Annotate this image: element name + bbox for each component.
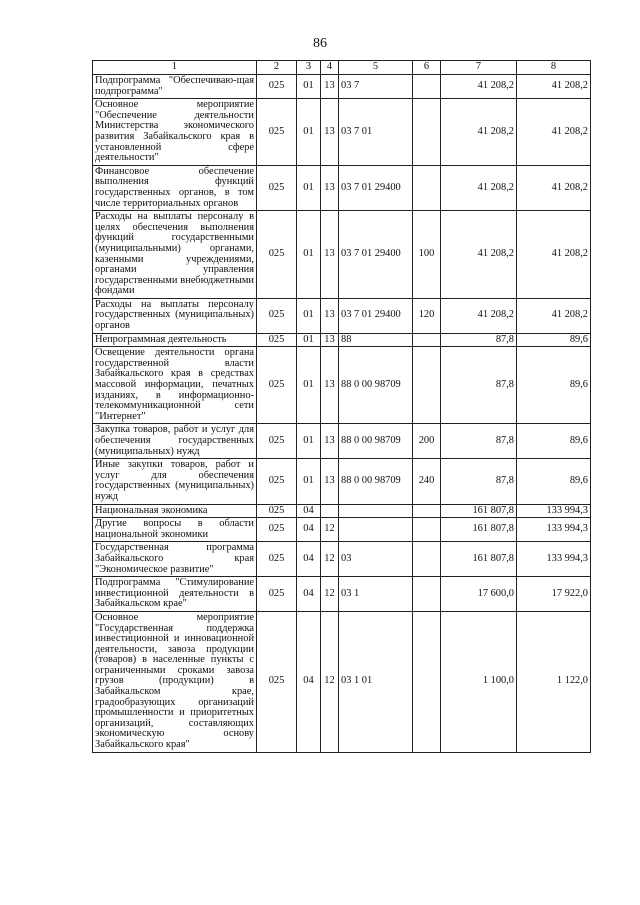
target-article-cell xyxy=(339,518,413,542)
target-article-cell: 03 7 01 29400 xyxy=(339,298,413,333)
amount-year2-cell: 133 994,3 xyxy=(517,504,591,518)
subsection-cell: 13 xyxy=(321,347,339,424)
column-header: 8 xyxy=(517,61,591,75)
column-header: 2 xyxy=(257,61,297,75)
amount-year1-cell: 1 100,0 xyxy=(441,611,517,752)
table-row xyxy=(93,99,591,166)
amount-year2-cell: 41 208,2 xyxy=(517,211,591,299)
section-cell: 04 xyxy=(297,518,321,542)
admin-code-cell: 025 xyxy=(257,75,297,99)
row-name-cell: Подпрограмма "Стимулирование инвестиционной деятельности в Забайкальском крае" xyxy=(93,577,257,612)
expense-type-cell xyxy=(413,99,441,166)
amount-year2-cell: 41 208,2 xyxy=(517,99,591,166)
table-row xyxy=(93,518,591,542)
amount-year1-cell: 17 600,0 xyxy=(441,577,517,612)
column-header: 5 xyxy=(339,61,413,75)
amount-year2-cell: 89,6 xyxy=(517,333,591,347)
target-article-cell: 88 0 00 98709 xyxy=(339,459,413,504)
amount-year2-cell: 17 922,0 xyxy=(517,577,591,612)
target-article-cell: 03 1 01 xyxy=(339,611,413,752)
expense-type-cell xyxy=(413,518,441,542)
amount-year1-cell: 161 807,8 xyxy=(441,542,517,577)
expense-type-cell xyxy=(413,611,441,752)
amount-year1-cell: 87,8 xyxy=(441,459,517,504)
table-body xyxy=(93,75,591,753)
expense-type-cell: 240 xyxy=(413,459,441,504)
amount-year2-cell: 89,6 xyxy=(517,424,591,459)
admin-code-cell: 025 xyxy=(257,611,297,752)
amount-year1-cell: 87,8 xyxy=(441,333,517,347)
table-row xyxy=(93,75,591,99)
row-name-cell: Подпрограмма "Обеспечиваю-щая подпрограмма" xyxy=(93,75,257,99)
target-article-cell: 03 1 xyxy=(339,577,413,612)
table-header-row xyxy=(93,61,591,75)
row-name-cell: Закупка товаров, работ и услуг для обеспечения государственных (муниципальных) нужд xyxy=(93,424,257,459)
subsection-cell: 13 xyxy=(321,459,339,504)
amount-year1-cell: 41 208,2 xyxy=(441,298,517,333)
amount-year2-cell: 89,6 xyxy=(517,459,591,504)
target-article-cell: 03 7 xyxy=(339,75,413,99)
amount-year2-cell: 133 994,3 xyxy=(517,518,591,542)
amount-year2-cell: 41 208,2 xyxy=(517,75,591,99)
section-cell: 01 xyxy=(297,347,321,424)
table-row xyxy=(93,211,591,299)
row-name-cell: Национальная экономика xyxy=(93,504,257,518)
amount-year2-cell: 133 994,3 xyxy=(517,542,591,577)
admin-code-cell: 025 xyxy=(257,333,297,347)
amount-year1-cell: 87,8 xyxy=(441,424,517,459)
table-row xyxy=(93,459,591,504)
section-cell: 01 xyxy=(297,165,321,210)
section-cell: 01 xyxy=(297,333,321,347)
section-cell: 04 xyxy=(297,577,321,612)
admin-code-cell: 025 xyxy=(257,347,297,424)
admin-code-cell: 025 xyxy=(257,504,297,518)
table-row xyxy=(93,165,591,210)
row-name-cell: Основное мероприятие "Государственная поддержка инвестиционной и инновационной деятельности, завоза продукции (товаров) в населенные пункты с ограниченными сроками завоза грузов (продукции) в Забайкальском крае, градообразующих организаций промышленности и приоритетных организаций, составляющих экономическую основу Забайкальского края" xyxy=(93,611,257,752)
subsection-cell: 13 xyxy=(321,75,339,99)
page-number: 86 xyxy=(313,36,327,51)
subsection-cell: 12 xyxy=(321,577,339,612)
target-article-cell xyxy=(339,504,413,518)
row-name-cell: Расходы на выплаты персоналу государственных (муниципальных) органов xyxy=(93,298,257,333)
subsection-cell: 13 xyxy=(321,298,339,333)
row-name-cell: Непрограммная деятельность xyxy=(93,333,257,347)
admin-code-cell: 025 xyxy=(257,298,297,333)
subsection-cell: 12 xyxy=(321,542,339,577)
amount-year2-cell: 41 208,2 xyxy=(517,298,591,333)
amount-year1-cell: 41 208,2 xyxy=(441,165,517,210)
section-cell: 04 xyxy=(297,611,321,752)
section-cell: 01 xyxy=(297,459,321,504)
subsection-cell: 12 xyxy=(321,611,339,752)
admin-code-cell: 025 xyxy=(257,424,297,459)
admin-code-cell: 025 xyxy=(257,459,297,504)
column-header: 7 xyxy=(441,61,517,75)
expense-type-cell xyxy=(413,333,441,347)
amount-year1-cell: 161 807,8 xyxy=(441,518,517,542)
amount-year1-cell: 41 208,2 xyxy=(441,75,517,99)
amount-year1-cell: 161 807,8 xyxy=(441,504,517,518)
column-header: 1 xyxy=(93,61,257,75)
table-row xyxy=(93,347,591,424)
expense-type-cell: 120 xyxy=(413,298,441,333)
target-article-cell: 03 xyxy=(339,542,413,577)
section-cell: 04 xyxy=(297,504,321,518)
amount-year1-cell: 41 208,2 xyxy=(441,211,517,299)
target-article-cell: 03 7 01 xyxy=(339,99,413,166)
row-name-cell: Финансовое обеспечение выполнения функций государственных органов, в том числе территориальных органов xyxy=(93,165,257,210)
admin-code-cell: 025 xyxy=(257,518,297,542)
table-row xyxy=(93,542,591,577)
expense-type-cell xyxy=(413,165,441,210)
row-name-cell: Государственная программа Забайкальского края "Экономическое развитие" xyxy=(93,542,257,577)
subsection-cell: 13 xyxy=(321,424,339,459)
row-name-cell: Иные закупки товаров, работ и услуг для обеспечения государственных (муниципальных) нужд xyxy=(93,459,257,504)
column-header: 3 xyxy=(297,61,321,75)
section-cell: 01 xyxy=(297,298,321,333)
row-name-cell: Основное мероприятие "Обеспечение деятельности Министерства экономического развития Забайкальского края в установленной сфере деятельности" xyxy=(93,99,257,166)
target-article-cell: 03 7 01 29400 xyxy=(339,165,413,210)
admin-code-cell: 025 xyxy=(257,99,297,166)
target-article-cell: 03 7 01 29400 xyxy=(339,211,413,299)
admin-code-cell: 025 xyxy=(257,165,297,210)
admin-code-cell: 025 xyxy=(257,542,297,577)
expense-type-cell xyxy=(413,577,441,612)
row-name-cell: Освещение деятельности органа государственной власти Забайкальского края в средствах массовой информации, печатных изданиях, в информационно-телекоммуникационной сети "Интернет" xyxy=(93,347,257,424)
subsection-cell: 13 xyxy=(321,99,339,166)
table-row xyxy=(93,298,591,333)
section-cell: 01 xyxy=(297,211,321,299)
table-row xyxy=(93,504,591,518)
target-article-cell: 88 xyxy=(339,333,413,347)
admin-code-cell: 025 xyxy=(257,577,297,612)
target-article-cell: 88 0 00 98709 xyxy=(339,424,413,459)
section-cell: 04 xyxy=(297,542,321,577)
amount-year2-cell: 89,6 xyxy=(517,347,591,424)
expense-type-cell: 100 xyxy=(413,211,441,299)
column-header: 6 xyxy=(413,61,441,75)
section-cell: 01 xyxy=(297,75,321,99)
table-row xyxy=(93,333,591,347)
admin-code-cell: 025 xyxy=(257,211,297,299)
subsection-cell: 13 xyxy=(321,211,339,299)
row-name-cell: Другие вопросы в области национальной экономики xyxy=(93,518,257,542)
expense-type-cell: 200 xyxy=(413,424,441,459)
budget-table xyxy=(92,60,591,753)
section-cell: 01 xyxy=(297,424,321,459)
column-header: 4 xyxy=(321,61,339,75)
subsection-cell: 13 xyxy=(321,333,339,347)
amount-year1-cell: 87,8 xyxy=(441,347,517,424)
amount-year2-cell: 41 208,2 xyxy=(517,165,591,210)
expense-type-cell xyxy=(413,504,441,518)
amount-year1-cell: 41 208,2 xyxy=(441,99,517,166)
section-cell: 01 xyxy=(297,99,321,166)
table-row xyxy=(93,611,591,752)
row-name-cell: Расходы на выплаты персоналу в целях обеспечения выполнения функций государственными (муниципальными) органами, казенными учреждениями, органами управления государственными внебюджетными фондами xyxy=(93,211,257,299)
table-row xyxy=(93,577,591,612)
table-row xyxy=(93,424,591,459)
expense-type-cell xyxy=(413,347,441,424)
expense-type-cell xyxy=(413,75,441,99)
expense-type-cell xyxy=(413,542,441,577)
subsection-cell: 12 xyxy=(321,518,339,542)
amount-year2-cell: 1 122,0 xyxy=(517,611,591,752)
target-article-cell: 88 0 00 98709 xyxy=(339,347,413,424)
subsection-cell xyxy=(321,504,339,518)
subsection-cell: 13 xyxy=(321,165,339,210)
